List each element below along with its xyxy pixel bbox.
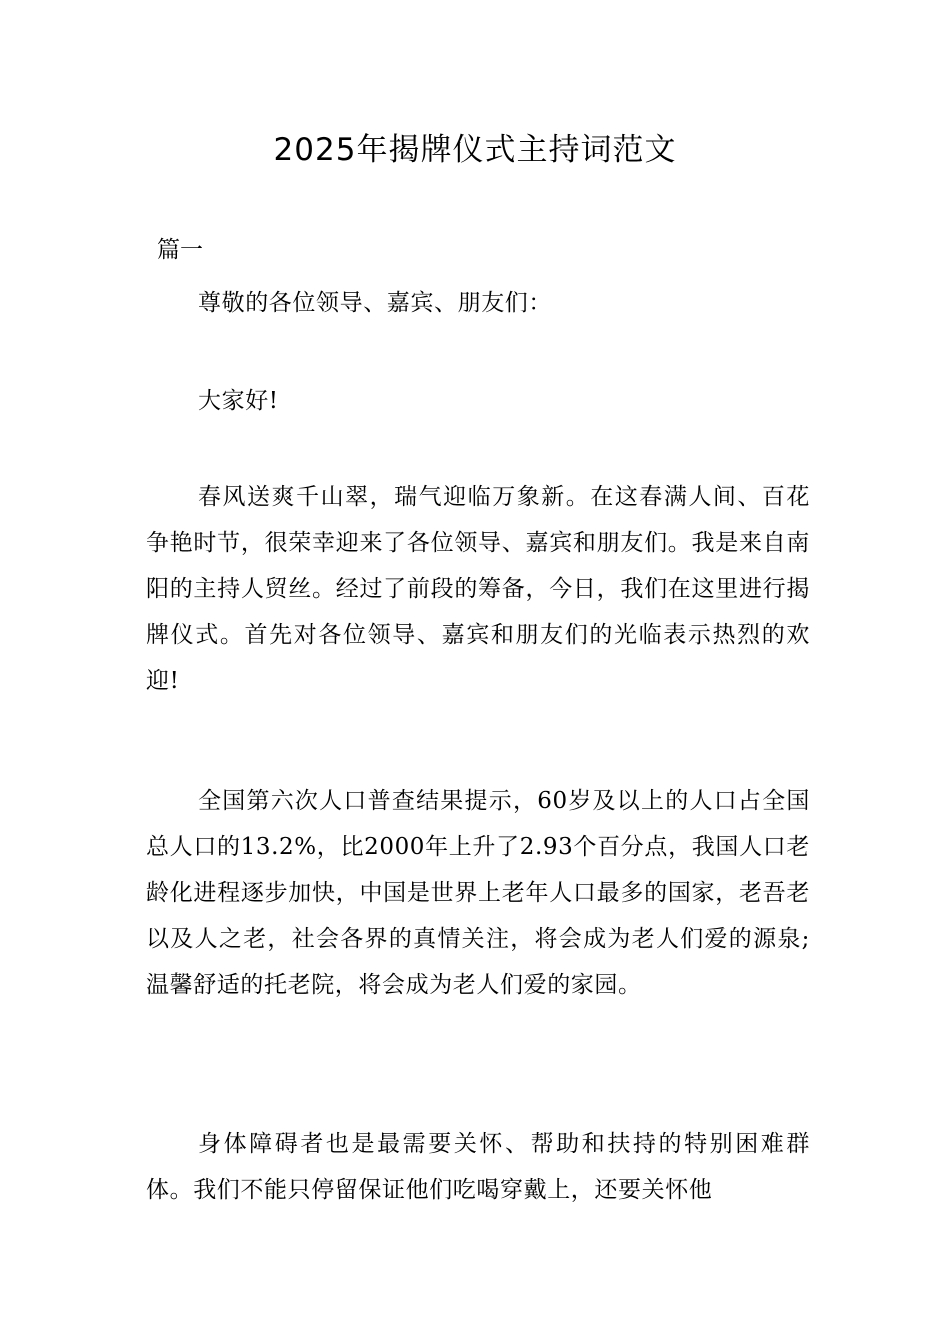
- paragraph-disability: 身体障碍者也是最需要关怀、帮助和扶持的特别困难群体。我们不能只停留保证他们吃喝穿戴上，还要关怀他: [146, 1131, 810, 1203]
- paragraph-salutation: 尊敬的各位领导、嘉宾、朋友们：: [198, 290, 552, 316]
- paragraph-census: 全国第六次人口普查结果提示，60岁及以上的人口占全国总人口的13.2%，比2000年上升了2.93个百分点，我国人口老龄化进程逐步加快，中国是世界上老年人口最多的国家，老吾老以及人之老，社会各界的真情关注，将会成为老人们爱的源泉;温馨舒适的托老院，将会成为老人们爱的家园。: [146, 788, 810, 998]
- section-label: 篇一: [157, 237, 203, 263]
- paragraph-greeting: 大家好!: [198, 388, 279, 414]
- document-title: 2025年揭牌仪式主持词范文: [273, 132, 677, 168]
- paragraph-opening: 春风送爽千山翠，瑞气迎临万象新。在这春满人间、百花争艳时节，很荣幸迎来了各位领导、嘉宾和朋友们。我是来自南阳的主持人贸丝。经过了前段的筹备，今日，我们在这里进行揭牌仪式。首先对各位领导、嘉宾和朋友们的光临表示热烈的欢迎!: [146, 484, 810, 694]
